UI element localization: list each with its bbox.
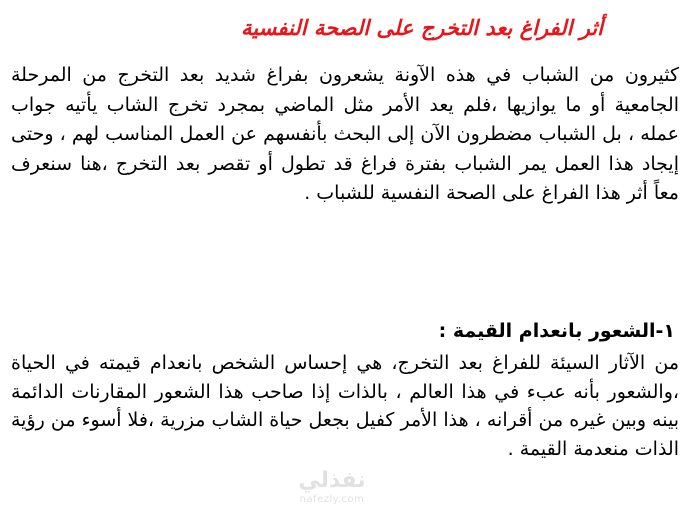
- section-1-heading: ١-الشعور بانعدام القيمة :: [438, 320, 675, 342]
- watermark-arabic-text: نفذلي: [298, 468, 366, 493]
- watermark-latin-text: nafezly.com: [299, 494, 365, 505]
- watermark-logo: [282, 468, 382, 518]
- section-1-paragraph: من الآثار السيئة للفراغ بعد التخرج، هي إحساس الشخص بانعدام قيمته في الحياة ،والشعور بأنه عبء في هذا العالم ، بالذات إذا صاحب هذا الشعور المقارنات الدائمة بينه وبين غيره من أقرانه ، هذا الأمر كفيل بجعل حياة الشاب مزرية ،فلا أسوء من رؤية الذات منعدمة القيمة .: [11, 352, 679, 460]
- intro-paragraph: كثيرون من الشباب في هذه الآونة يشعرون بفراغ شديد بعد التخرج من المرحلة الجامعية أو ما يوازيها ،فلم يعد الأمر مثل الماضي بمجرد تخرج الشاب يأتيه جواب عمله ، بل الشباب مضطرون الآن إلى البحث بأنفسهم عن العمل المناسب لهم ، وحتى إيجاد هذا العمل يمر الشباب بفترة فراغ قد تطول أو تقصر بعد التخرج ،هنا سنعرف معاً أثر هذا الفراغ على الصحة النفسية للشباب .: [11, 64, 679, 205]
- article-title: أثر الفراغ بعد التخرج على الصحة النفسية: [241, 16, 603, 40]
